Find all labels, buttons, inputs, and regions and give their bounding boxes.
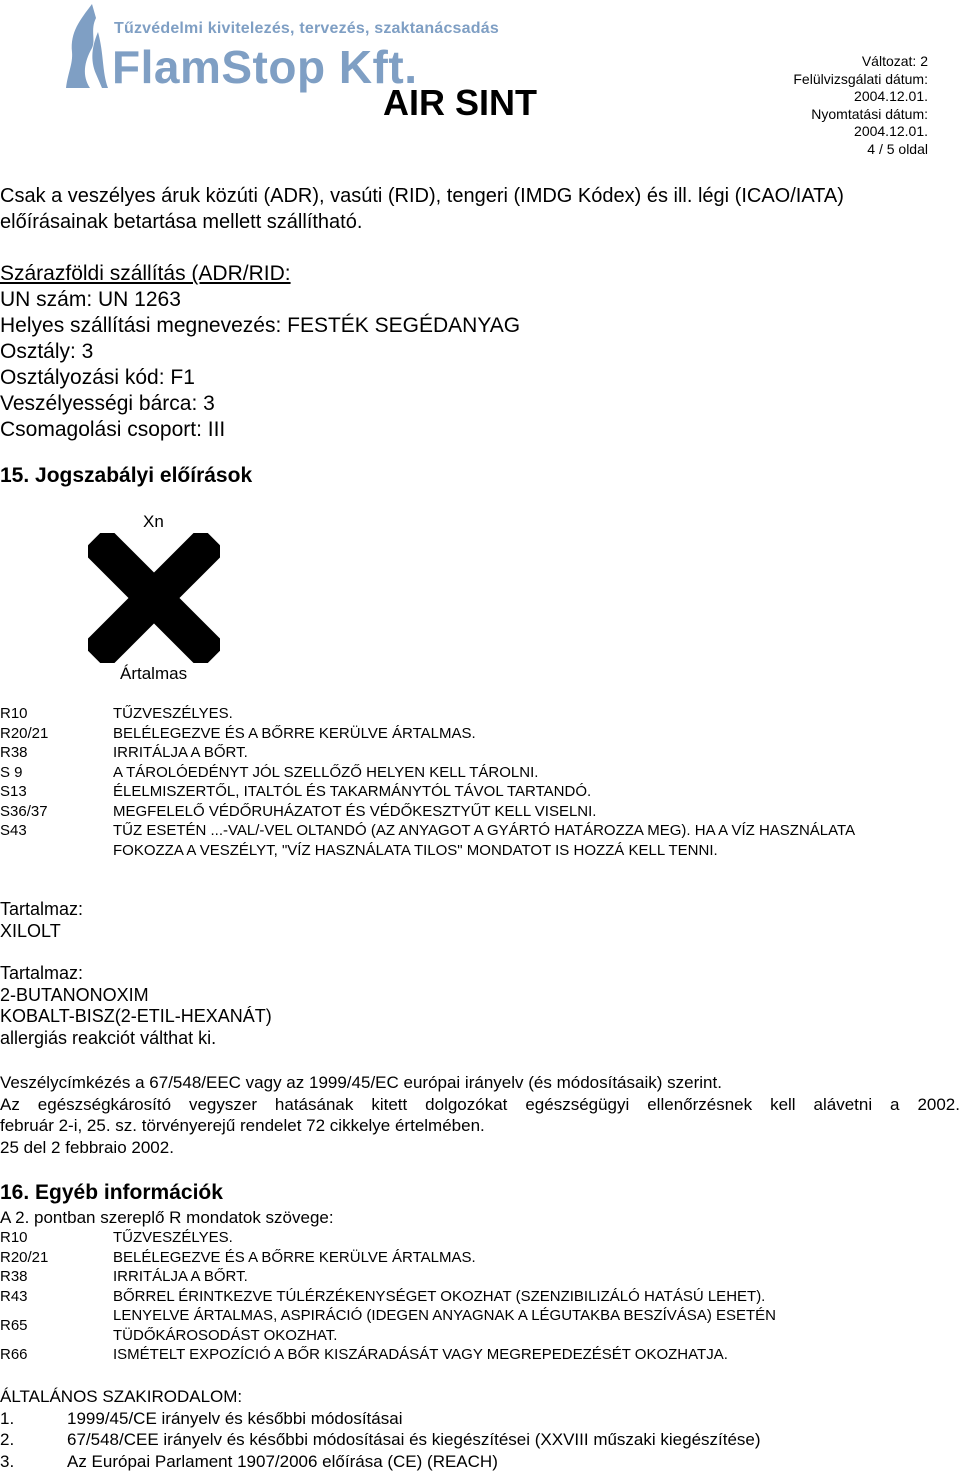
regulation-text (0, 1072, 960, 1158)
phrase-code: R65 (0, 1317, 28, 1334)
logo-tagline: Tűzvédelmi kivitelezés, tervezés, szaktanácsadás (114, 20, 499, 37)
phrase-text: MEGFELELŐ VÉDŐRUHÁZATOT ÉS VÉDŐKESZTYŰT KELL VISELNI. (113, 802, 597, 820)
phrase-code: S13 (0, 783, 27, 800)
transport-class: Osztály: 3 (0, 340, 94, 363)
meta-print-label: Nyomtatási dátum: (811, 105, 928, 122)
phrase-text: IRRITÁLJA A BŐRT. (113, 744, 248, 761)
phrase-row (0, 704, 960, 724)
literature-item (0, 1408, 761, 1430)
literature-item (0, 1451, 761, 1472)
phrase-code: R10 (0, 705, 28, 722)
section-16-phrases (0, 1228, 960, 1365)
literature-text: 67/548/CEE irányelv és későbbi módosításai és kiegészítései (XXVIII műszaki kiegészítése) (67, 1430, 761, 1449)
section-15-phrases (0, 704, 960, 860)
phrase-text: TŰZVESZÉLYES. (113, 1229, 233, 1246)
logo-company-name: FlamStop Kft. (112, 41, 418, 93)
section-15-heading: 15. Jogszabályi előírások (0, 464, 253, 487)
shipping-name: Helyes szállítási megnevezés: FESTÉK SEGÉDANYAG (0, 314, 521, 337)
phrase-row (0, 1267, 960, 1287)
phrase-text: BELÉLEGEZVE ÉS A BŐRRE KERÜLVE ÁRTALMAS. (113, 724, 476, 742)
transport-intro-line: Csak a veszélyes áruk közúti (ADR), vasúti (RID), tengeri (IMDG Kódex) és ill. légi (ICAO/IATA) (0, 185, 844, 207)
phrase-text: TŰZ ESETÉN ...-VAL/-VEL OLTANDÓ (AZ ANYAGOT A GYÁRTÓ HATÁROZZA MEG). HA A VÍZ HASZNÁLATA FOKOZZA A VESZÉLYT, "VÍZ HASZNÁLATA TILOS" MONDATOT IS HOZZÁ KELL TENNI. (113, 822, 855, 859)
transport-intro (0, 183, 844, 235)
allergy-note: allergiás reakciót válthat ki. (0, 1027, 217, 1048)
classification-code: Osztályozási kód: F1 (0, 366, 195, 389)
phrase-text: BŐRREL ÉRINTKEZVE TÚLÉRZÉKENYSÉGET OKOZHAT (SZENZIBILIZÁLÓ HATÁSÚ LEHET). (113, 1287, 766, 1305)
meta-review-label: Felülvizsgálati dátum: (793, 70, 928, 87)
land-transport-block (0, 261, 520, 443)
literature-text: Az Európai Parlament 1907/2006 előírása (CE) (REACH) (67, 1451, 498, 1471)
meta-print-date: 2004.12.01. (854, 123, 928, 139)
phrase-text: IRRITÁLJA A BŐRT. (113, 1268, 248, 1285)
document-title: AIR SINT (383, 82, 538, 123)
hazard-symbol-code: Xn (143, 512, 164, 531)
un-number: UN szám: UN 1263 (0, 288, 181, 311)
regulation-line: Veszélycímkézés a 67/548/EEC vagy az 1999/45/EC európai irányelv (és módosításaik) szerint. (0, 1073, 722, 1092)
hazard-label: Veszélyességi bárca: 3 (0, 392, 215, 415)
literature-item (0, 1429, 761, 1451)
literature-number: 3. (0, 1451, 15, 1471)
hazard-symbol-label: Ártalmas (120, 664, 188, 683)
regulation-line: Az egészségkárosító vegyszer hatásának kitett dolgozókat egészségügyi ellenőrzésnek kell alávetni a 2002. (0, 1094, 960, 1114)
contains-block-2 (0, 963, 272, 1049)
contains-block-1 (0, 899, 83, 942)
meta-version: Változat: 2 (861, 53, 928, 69)
harmful-x-icon (88, 533, 220, 663)
phrase-row (0, 1287, 960, 1307)
packing-group: Csomagolási csoport: III (0, 418, 226, 441)
phrase-code: S36/37 (0, 802, 48, 820)
meta-page-number: 4 / 5 oldal (867, 140, 928, 157)
literature-heading: ÁLTALÁNOS SZAKIRODALOM: (0, 1387, 243, 1406)
phrase-row (0, 1228, 960, 1248)
phrase-code: R38 (0, 1268, 28, 1285)
phrase-row (0, 782, 960, 802)
literature-number: 1. (0, 1408, 15, 1428)
land-transport-heading: Szárazföldi szállítás (ADR/RID: (0, 262, 291, 285)
phrase-row (0, 1345, 960, 1365)
phrase-code: R38 (0, 744, 28, 761)
phrase-row (0, 724, 960, 744)
phrase-text: ISMÉTELT EXPOZÍCIÓ A BŐR KISZÁRADÁSÁT VAGY MEGREPEDEZÉSÉT OKOZHATJA. (113, 1346, 728, 1363)
transport-intro-line: előírásainak betartása mellett szállítható. (0, 211, 363, 233)
phrase-row (0, 821, 960, 860)
phrase-row (0, 1248, 960, 1268)
literature-text: 1999/45/CE irányelv és későbbi módosításai (67, 1408, 403, 1428)
phrase-code: R10 (0, 1229, 28, 1246)
contains-label: Tartalmaz: (0, 899, 84, 919)
section-16-heading: 16. Egyéb információk (0, 1181, 223, 1204)
phrase-code: S43 (0, 822, 27, 839)
phrase-row (0, 802, 960, 822)
meta-review-date: 2004.12.01. (854, 88, 928, 104)
literature-number: 2. (0, 1430, 15, 1449)
section-16-intro: A 2. pontban szereplő R mondatok szövege: (0, 1208, 334, 1227)
phrase-code: R20/21 (0, 1248, 49, 1266)
phrase-code: S 9 (0, 763, 23, 781)
phrase-text: TŰZVESZÉLYES. (113, 705, 233, 722)
contains-value: 2-BUTANONOXIM (0, 984, 149, 1005)
phrase-row (0, 1306, 960, 1345)
phrase-code: R20/21 (0, 724, 49, 742)
phrase-row (0, 763, 960, 783)
literature-block (0, 1386, 761, 1472)
contains-value: KOBALT-BISZ(2-ETIL-HEXANÁT) (0, 1006, 272, 1026)
phrase-text: A TÁROLÓEDÉNYT JÓL SZELLŐZŐ HELYEN KELL TÁROLNI. (113, 763, 539, 781)
document-meta (793, 53, 928, 158)
phrase-code: R43 (0, 1287, 28, 1305)
flame-logo-icon (62, 2, 112, 90)
phrase-text: LENYELVE ÁRTALMAS, ASPIRÁCIÓ (IDEGEN ANYAGNAK A LÉGUTAKBA BESZÍVÁSA) ESETÉN TÜDŐKÁROSODÁST OKOZHAT. (113, 1307, 776, 1344)
contains-value: XILOLT (0, 920, 61, 941)
regulation-line: február 2-i, 25. sz. törvényerejű rendelet 72 cikkelye értelmében. (0, 1116, 485, 1135)
phrase-code: R66 (0, 1346, 28, 1363)
phrase-text: ÉLELMISZERTŐL, ITALTÓL ÉS TAKARMÁNYTÓL TÁVOL TARTANDÓ. (113, 783, 592, 800)
regulation-line: 25 del 2 febbraio 2002. (0, 1137, 174, 1157)
contains-label: Tartalmaz: (0, 963, 84, 983)
phrase-text: BELÉLEGEZVE ÉS A BŐRRE KERÜLVE ÁRTALMAS. (113, 1248, 476, 1266)
phrase-row (0, 743, 960, 763)
